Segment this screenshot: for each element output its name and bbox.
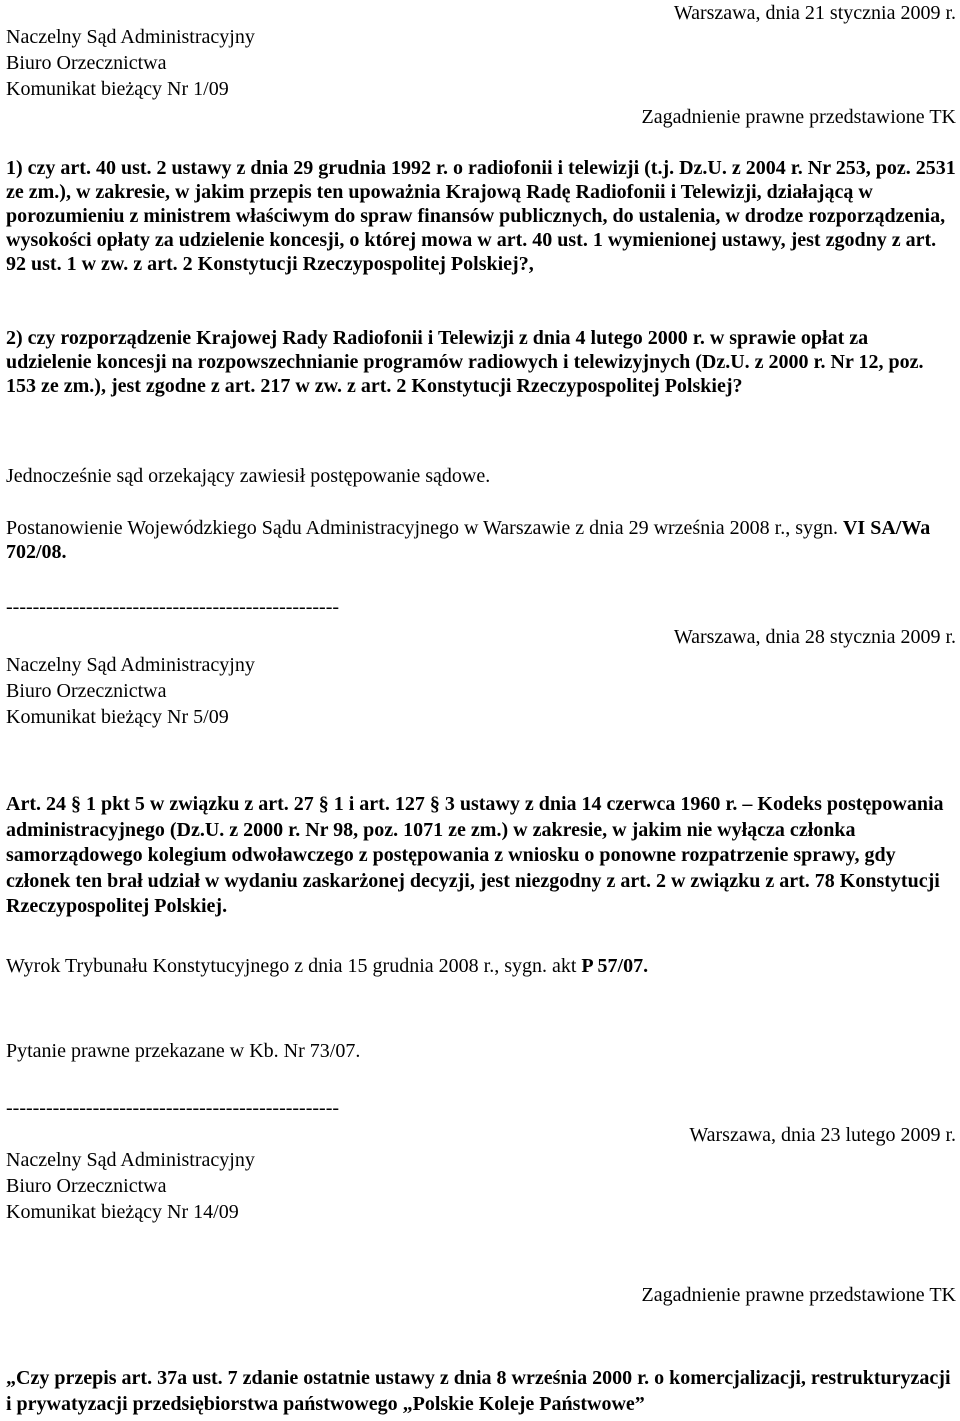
department-name: Biuro Orzecznictwa [6, 52, 167, 74]
komunikat-number: Komunikat bieżący Nr 1/09 [6, 78, 229, 100]
ruling [6, 955, 956, 977]
department-name: Biuro Orzecznictwa [6, 1175, 167, 1197]
ruling-sygnature: P 57/07. [581, 955, 649, 977]
court-name: Naczelny Sąd Administracyjny [6, 654, 255, 676]
section-2-date: Warszawa, dnia 28 stycznia 2009 r. [673, 626, 956, 648]
section-1-date: Warszawa, dnia 21 stycznia 2009 r. [673, 2, 956, 24]
court-name: Naczelny Sąd Administracyjny [6, 1149, 255, 1171]
section-1-header [6, 24, 255, 102]
divider-2: -------------------------------------------------- [6, 1097, 340, 1119]
section-3-header [6, 1147, 255, 1225]
question-2: 2) czy rozporządzenie Krajowej Rady Radiofonii i Telewizji z dnia 4 lutego 2000 r. w sprawie opłat za udzielenie koncesji na rozpowszechnianie programów radiowych i telewizyjnych (Dz.U. z 2000 r. Nr 12, poz. 153 ze zm.), jest zgodne z art. 217 w zw. z art. 2 Konstytucji Rzeczypospolitej Polskiej? [6, 327, 924, 397]
question-1: 1) czy art. 40 ust. 2 ustawy z dnia 29 grudnia 1992 r. o radiofonii i telewizji (t.j. Dz.U. z 2004 r. Nr 253, poz. 2531 ze zm.), w zakresie, w jakim przepis ten upoważnia Krajową Radę Radiofonii i Telewizji, działającą w porozumieniu z ministrem właściwym do spraw finansów publicznych, do ustalenia, w drodze rozporządzenia, wysokości opłaty za udzielenie koncesji, o której mowa w art. 40 ust. 1 wymienionej ustawy, jest zgodny z art. 92 ust. 1 w zw. z art. 2 Konstytucji Rzeczypospolitej Polskiej?, [6, 157, 956, 275]
ruling-prefix: Wyrok Trybunału Konstytucyjnego z dnia 15 grudnia 2008 r., sygn. akt [6, 955, 582, 977]
court-name: Naczelny Sąd Administracyjny [6, 26, 255, 48]
divider-1: -------------------------------------------------- [6, 596, 340, 618]
section-2-header [6, 652, 255, 730]
section-3-label: Zagadnienie prawne przedstawione TK [641, 1284, 956, 1306]
thesis: Art. 24 § 1 pkt 5 w związku z art. 27 § 1 i art. 127 § 3 ustawy z dnia 14 czerwca 1960 r. – Kodeks postępowania administracyjnego (Dz.U. z 2000 r. Nr 98, poz. 1071 ze zm.) w zakresie, w jakim nie wyłącza członka samorządowego kolegium odwoławczego z postępowania z wniosku o ponowne rozpatrzenie sprawy, gdy członek ten brał udział w wydaniu zaskarżonej decyzji, jest niezgodny z art. 2 w związku z art. 78 Konstytucji Rzeczypospolitej Polskiej. [6, 793, 944, 918]
source-prefix: Postanowienie Wojewódzkiego Sądu Administracyjnego w Warszawie z dnia 29 września 2008 r., sygn. [6, 517, 843, 539]
komunikat-number: Komunikat bieżący Nr 5/09 [6, 706, 229, 728]
section-3-question: „Czy przepis art. 37a ust. 7 zdanie ostatnie ustawy z dnia 8 września 2000 r. o komercjalizacji, restrukturyzacji i prywatyzacji przedsiębiorstwa państwowego „Polskie Koleje Państwowe” [6, 1367, 951, 1415]
komunikat-number: Komunikat bieżący Nr 14/09 [6, 1201, 239, 1223]
referral-note: Pytanie prawne przekazane w Kb. Nr 73/07. [6, 1040, 361, 1062]
section-1-label: Zagadnienie prawne przedstawione TK [641, 106, 956, 128]
source-sygnature: VI SA/Wa 702/08. [6, 517, 931, 563]
suspension-note: Jednocześnie sąd orzekający zawiesił postępowanie sądowe. [6, 465, 491, 487]
department-name: Biuro Orzecznictwa [6, 680, 167, 702]
section-3-date: Warszawa, dnia 23 lutego 2009 r. [689, 1124, 956, 1146]
section-1-source [6, 516, 956, 564]
